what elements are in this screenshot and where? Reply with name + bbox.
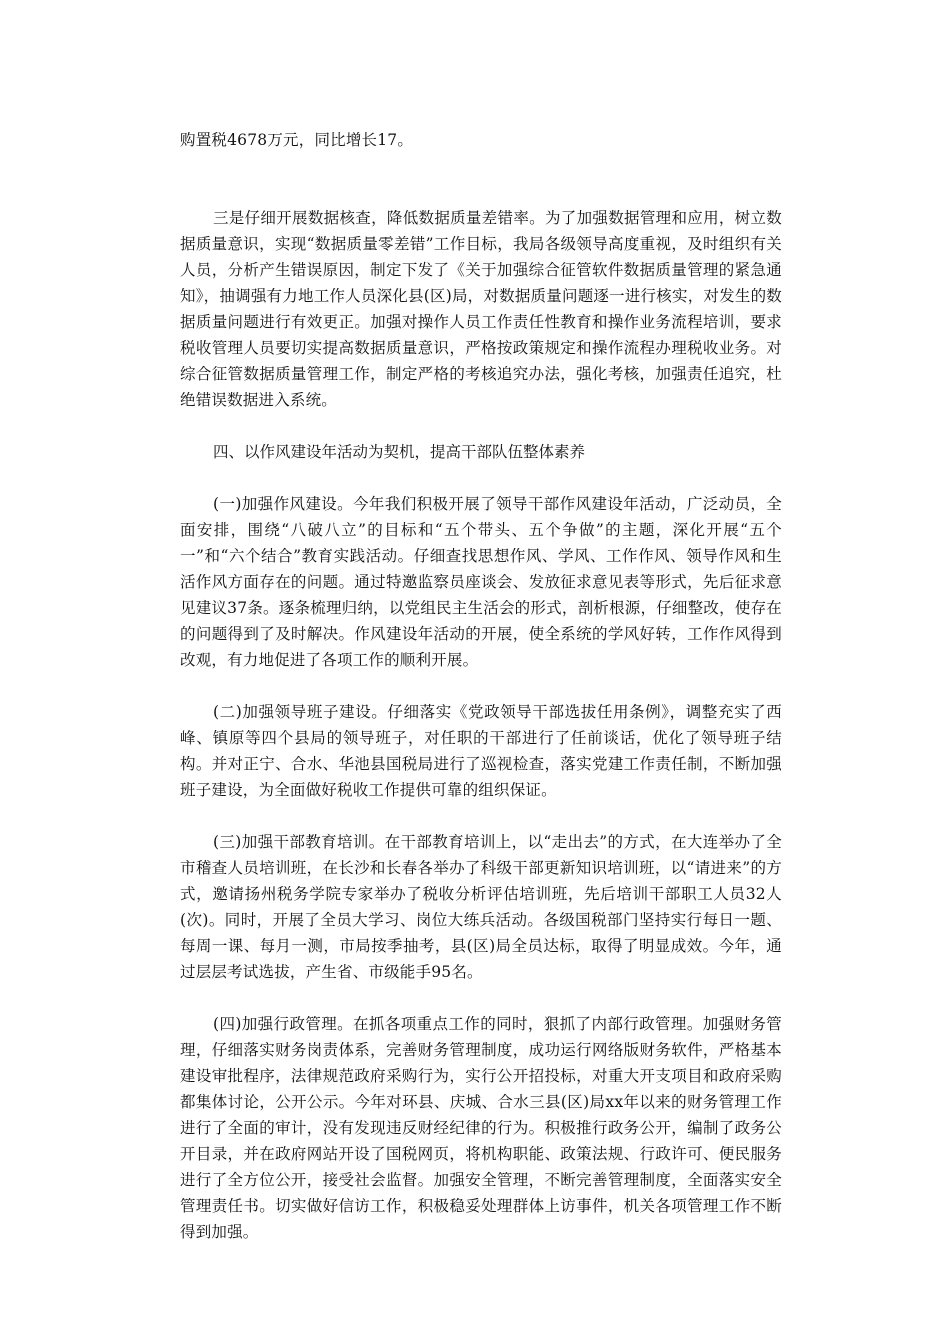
paragraph-training: (三)加强干部教育培训。在干部教育培训上，以“走出去”的方式，在大连举办了全市稽查人员培训班，在长沙和长春各举办了科级干部更新知识培训班，以“请进来”的方式，邀请扬州税务学院专家举办了税收分析评估培训班，先后培训干部职工人员32人(次)。同时，开展了全员大学习、岗位大练兵活动。各级国税部门坚持实行每日一题、每周一课、每月一测，市局按季抽考，县(区)局全员达标，取得了明显成效。今年，通过层层考试选拔，产生省、市级能手95名。 — [180, 833, 782, 981]
paragraph-administration: (四)加强行政管理。在抓各项重点工作的同时，狠抓了内部行政管理。加强财务管理，仔细落实财务岗责体系，完善财务管理制度，成功运行网络版财务软件，严格基本建设审批程序，法律规范政府采购行为，实行公开招投标，对重大开支项目和政府采购都集体讨论，公开公示。今年对环县、庆城、合水三县(区)局xx年以来的财务管理工作进行了全面的审计，没有发现违反财经纪律的行为。积极推行政务公开，编制了政务公开目录，并在政府网站开设了国税网页，将机构职能、政策法规、行政许可、便民服务进行了全方位公开，接受社会监督。加强安全管理，不断完善管理制度，全面落实安全管理责任书。切实做好信访工作，积极稳妥处理群体上访事件，机关各项管理工作不断得到加强。 — [180, 1015, 782, 1241]
paragraph-gap — [180, 465, 782, 491]
section-heading-four: 四、以作风建设年活动为契机，提高干部队伍整体素养 — [213, 443, 586, 461]
paragraph-leadership: (二)加强领导班子建设。仔细落实《党政领导干部选拔任用条例》，调整充实了西峰、镇原等四个县局的领导班子，对任职的干部进行了任前谈话，优化了领导班子结构。并对正宁、合水、华池县国税局进行了巡视检查，落实党建工作责任制，不断加强班子建设，为全面做好税收工作提供可靠的组织保证。 — [180, 703, 782, 799]
paragraph-tax-result: 购置税4678万元，同比增长17。 — [180, 131, 414, 149]
paragraph-gap — [180, 179, 782, 205]
paragraph-gap — [180, 413, 782, 439]
paragraph-gap — [180, 985, 782, 1011]
document-page — [180, 127, 782, 1245]
paragraph-work-style: (一)加强作风建设。今年我们积极开展了领导干部作风建设年活动，广泛动员，全面安排，围绕“八破八立”的目标和“五个带头、五个争做”的主题，深化开展“五个一”和“六个结合”教育实践活动。仔细查找思想作风、学风、工作作风、领导作风和生活作风方面存在的问题。通过特邀监察员座谈会、发放征求意见表等形式，先后征求意见建议37条。逐条梳理归纳，以党组民主生活会的形式，剖析根源，仔细整改，使存在的问题得到了及时解决。作风建设年活动的开展，使全系统的学风好转，工作作风得到改观，有力地促进了各项工作的顺利开展。 — [180, 495, 782, 669]
paragraph-gap — [180, 803, 782, 829]
paragraph-gap — [180, 673, 782, 699]
paragraph-data-check: 三是仔细开展数据核查，降低数据质量差错率。为了加强数据管理和应用，树立数据质量意识，实现“数据质量零差错”工作目标，我局各级领导高度重视，及时组织有关人员，分析产生错误原因，制定下发了《关于加强综合征管软件数据质量管理的紧急通知》，抽调强有力地工作人员深化县(区)局，对数据质量问题逐一进行核实，对发生的数据质量问题进行有效更正。加强对操作人员工作责任性教育和操作业务流程培训，要求税收管理人员要切实提高数据质量意识，严格按政策规定和操作流程办理税收业务。对综合征管数据质量管理工作，制定严格的考核追究办法，强化考核，加强责任追究，杜绝错误数据进入系统。 — [180, 209, 782, 409]
paragraph-gap — [180, 153, 782, 179]
